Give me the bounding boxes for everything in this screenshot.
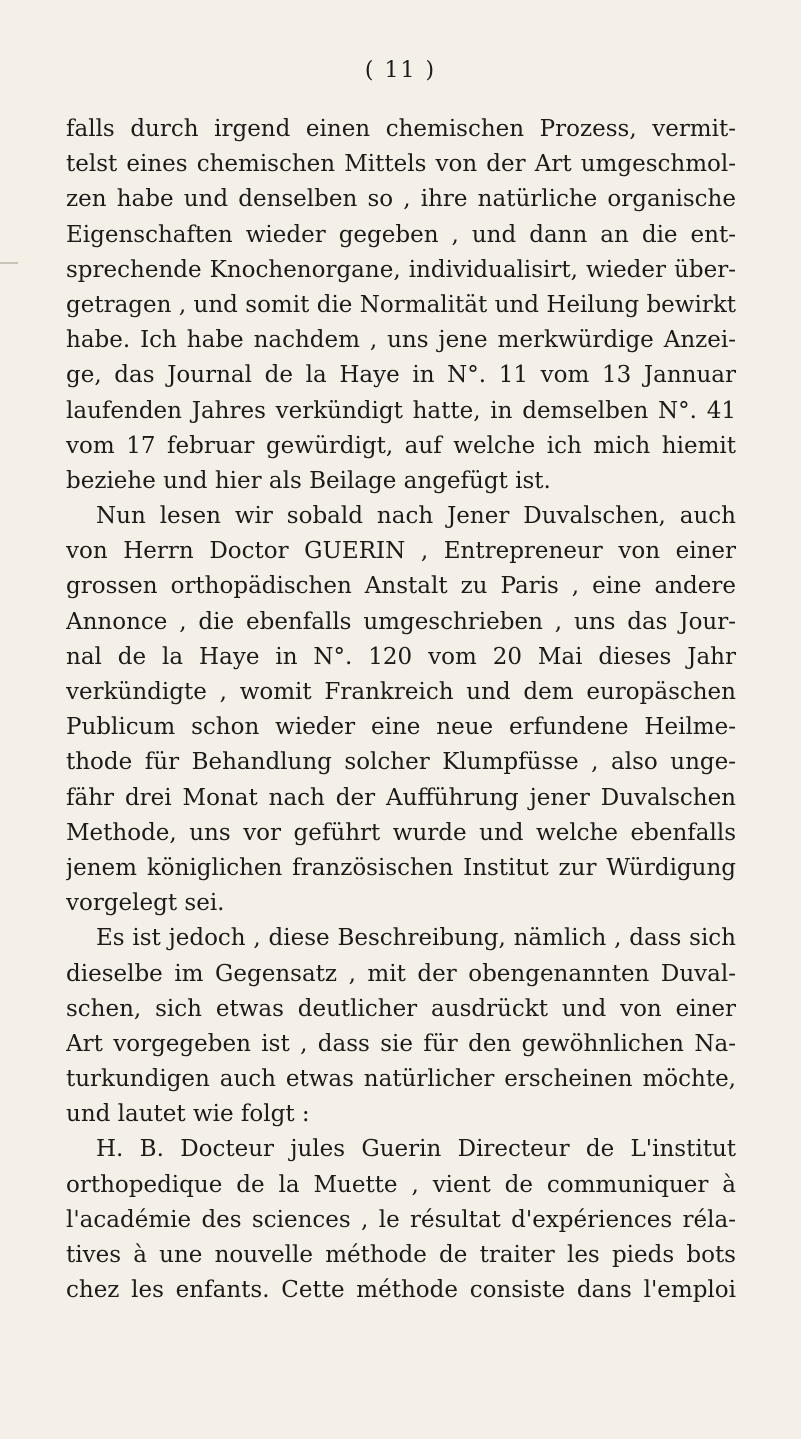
text-line: Eigenschaften wieder gegeben , und dann an die ent- [66,221,736,248]
text-line: verkündigte , womit Frankreich und dem europäschen [66,679,736,705]
text-line: falls durch irgend einen chemischen Prozess, vermit- [66,116,736,142]
text-line: und lautet wie folgt : [66,1101,310,1128]
text-line: fähr drei Monat nach der Aufführung jener Duvalschen [66,784,736,811]
text-line: sprechende Knochenorgane, individualisirt, wieder über- [66,256,736,283]
text-line: getragen , und somit die Normalität und Heilung bewirkt [66,291,736,318]
text-line: chez les enfants. Cette méthode consiste dans l'emploi [66,1277,736,1304]
text-line: Nun lesen wir sobald nach Jener Duvalschen, auch [96,503,736,530]
text-line: Art vorgegeben ist , dass sie für den gewöhnlichen Na- [66,1030,736,1057]
text-line: Methode, uns vor geführt wurde und welche ebenfalls [66,819,736,846]
text-line: thode für Behandlung solcher Klumpfüsse , also unge- [66,749,736,776]
text-line: nal de la Haye in N°. 120 vom 20 Mai dieses Jahr [66,643,736,670]
text-line: Es ist jedoch , diese Beschreibung, nämlich , dass sich [96,925,736,952]
text-line: habe. Ich habe nachdem , uns jene merkwürdige Anzei- [66,327,736,354]
margin-mark [0,262,18,264]
text-line: orthopedique de la Muette , vient de communiquer à [66,1171,736,1198]
text-line: l'académie des sciences , le résultat d'expériences réla- [66,1206,736,1233]
text-line: Annonce , die ebenfalls umgeschrieben , uns das Jour- [66,608,736,635]
text-line: Publicum schon wieder eine neue erfundene Heilme- [66,714,736,741]
text-line: schen, sich etwas deutlicher ausdrückt und von einer [66,995,736,1022]
text-line: turkundigen auch etwas natürlicher erscheinen möchte, [66,1066,736,1093]
text-line: H. B. Docteur jules Guerin Directeur de L'institut [96,1136,736,1163]
text-line: vom 17 februar gewürdigt, auf welche ich mich hiemit [66,432,736,459]
text-line: dieselbe im Gegensatz , mit der obengenannten Duval- [66,960,736,987]
body-text [66,112,736,1308]
text-line: vorgelegt sei. [66,890,225,917]
text-line: telst eines chemischen Mittels von der Art umgeschmol- [66,151,736,178]
text-line: zen habe und denselben so , ihre natürliche organische [66,186,736,213]
text-line: jenem königlichen französischen Institut zur Würdigung [66,854,736,881]
text-line: laufenden Jahres verkündigt hatte, in demselben N°. 41 [66,397,736,424]
text-line: grossen orthopädischen Anstalt zu Paris , eine andere [66,573,736,600]
text-line: von Herrn Doctor GUERIN , Entrepreneur von einer [66,538,736,565]
page-number: ( 11 ) [364,58,437,83]
text-line: beziehe und hier als Beilage angefügt ist. [66,467,551,494]
text-line: ge, das Journal de la Haye in N°. 11 vom 13 Jannuar [66,362,736,389]
text-line: tives à une nouvelle méthode de traiter les pieds bots [66,1242,736,1268]
